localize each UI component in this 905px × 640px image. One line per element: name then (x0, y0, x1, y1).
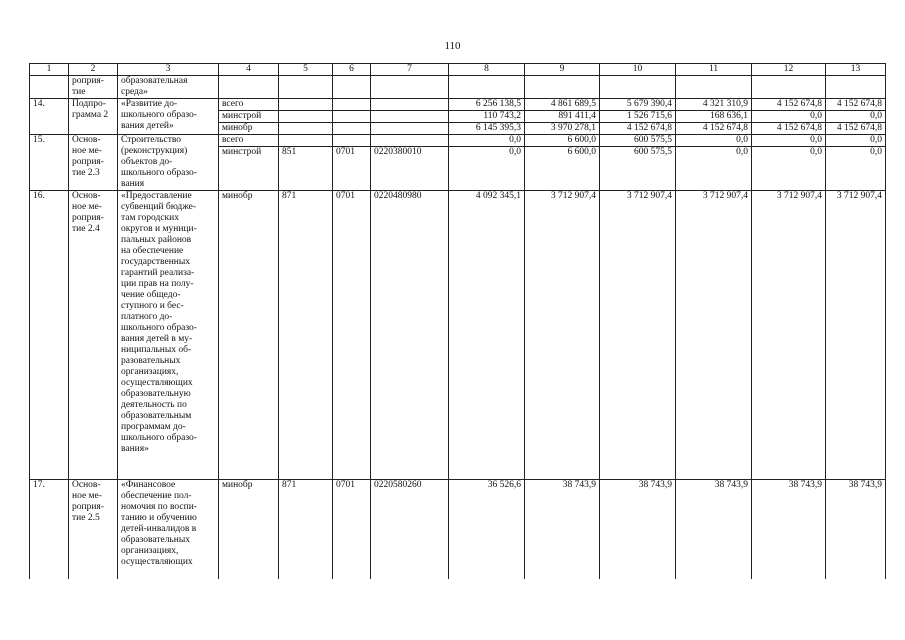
header-cell: 2 (69, 64, 118, 76)
value-cell: 0,0 (449, 147, 525, 191)
executor: минстрой (219, 111, 279, 123)
header-cell: 5 (279, 64, 333, 76)
program-name: «Финансовое обеспечение пол- номочия по воспи- танию и обучению детей-инвалидов в образовательных организациях, осуществляющих (118, 480, 219, 580)
table-row (30, 99, 886, 111)
value-cell: 38 743,9 (752, 480, 826, 580)
rzpr-code: 0701 (333, 191, 371, 480)
executor: минобр (219, 123, 279, 135)
value-cell: 38 743,9 (600, 480, 676, 580)
grbs-code: 851 (279, 147, 333, 191)
row-number: 16. (30, 191, 69, 480)
table-row (30, 191, 886, 480)
csr-code (371, 135, 449, 147)
grbs-code (279, 111, 333, 123)
value-cell: 0,0 (752, 135, 826, 147)
program-type: Основ- ное ме- роприя- тие 2.4 (69, 191, 118, 480)
header-cell: 10 (600, 64, 676, 76)
value-cell: 3 970 278,1 (525, 123, 600, 135)
program-name: «Предоставление субвенций бюдже- там городских округов и муници- пальных районов на обеспечение государственных гарантий реализа- ции прав на полу- чение общедо- ступного и бес- платного до- школьного образо- вания детей в му- ниципальных об- разовательных организациях, осуществляющих образовательную деятельность по образовательным программам до- школьного образо- вания» (118, 191, 219, 480)
rzpr-code: 0701 (333, 480, 371, 580)
budget-table (29, 63, 886, 579)
value-cell: 168 636,1 (676, 111, 752, 123)
value-cell: 3 712 907,4 (600, 191, 676, 480)
value-cell: 3 712 907,4 (752, 191, 826, 480)
value-cell: 38 743,9 (826, 480, 886, 580)
grbs-code (279, 99, 333, 111)
value-cell: 0,0 (826, 147, 886, 191)
rzpr-code: 0701 (333, 147, 371, 191)
value-cell: 0,0 (676, 147, 752, 191)
csr-code: 0220580260 (371, 480, 449, 580)
header-cell: 3 (118, 64, 219, 76)
executor: всего (219, 135, 279, 147)
value-cell: 6 145 395,3 (449, 123, 525, 135)
grbs-code: 871 (279, 191, 333, 480)
csr-code: 0220380010 (371, 147, 449, 191)
value-cell: 4 152 674,8 (752, 99, 826, 111)
program-type: Основ- ное ме- роприя- тие 2.3 (69, 135, 118, 191)
value-cell: 0,0 (752, 147, 826, 191)
grbs-code (279, 135, 333, 147)
table-row (30, 76, 886, 99)
row-number: 15. (30, 135, 69, 191)
row-number: 17. (30, 480, 69, 580)
grbs-code (279, 123, 333, 135)
csr-code (371, 99, 449, 111)
header-cell: 13 (826, 64, 886, 76)
table-row (30, 480, 886, 580)
value-cell: 4 152 674,8 (600, 123, 676, 135)
header-row (30, 64, 886, 76)
csr-code (371, 123, 449, 135)
header-cell: 12 (752, 64, 826, 76)
program-name: образовательная среда» (118, 76, 219, 99)
row-number: 14. (30, 99, 69, 135)
value-cell: 38 743,9 (525, 480, 600, 580)
rzpr-code (333, 111, 371, 123)
csr-code: 0220480980 (371, 191, 449, 480)
executor: минобр (219, 191, 279, 480)
value-cell: 5 679 390,4 (600, 99, 676, 111)
value-cell: 0,0 (826, 135, 886, 147)
value-cell: 600 575,5 (600, 135, 676, 147)
program-type: Основ- ное ме- роприя- тие 2.5 (69, 480, 118, 580)
value-cell: 1 526 715,6 (600, 111, 676, 123)
program-type: роприя- тие (69, 76, 118, 99)
value-cell: 4 152 674,8 (826, 99, 886, 111)
header-cell: 9 (525, 64, 600, 76)
grbs-code: 871 (279, 480, 333, 580)
value-cell: 6 256 138,5 (449, 99, 525, 111)
header-cell: 1 (30, 64, 69, 76)
header-cell: 8 (449, 64, 525, 76)
value-cell: 4 092 345,1 (449, 191, 525, 480)
value-cell: 3 712 907,4 (826, 191, 886, 480)
value-cell: 0,0 (449, 135, 525, 147)
header-cell: 6 (333, 64, 371, 76)
value-cell: 4 152 674,8 (752, 123, 826, 135)
value-cell: 6 600,0 (525, 135, 600, 147)
csr-code (371, 111, 449, 123)
program-name: Строительство (реконструкция) объектов до- школьного образо- вания (118, 135, 219, 191)
header-cell: 11 (676, 64, 752, 76)
table-row (30, 135, 886, 147)
value-cell: 4 321 310,9 (676, 99, 752, 111)
executor: минстрой (219, 147, 279, 191)
program-name: «Развитие до- школьного образо- вания детей» (118, 99, 219, 135)
rzpr-code (333, 123, 371, 135)
value-cell: 4 152 674,8 (826, 123, 886, 135)
value-cell: 0,0 (752, 111, 826, 123)
value-cell: 6 600,0 (525, 147, 600, 191)
rzpr-code (333, 99, 371, 111)
value-cell: 36 526,6 (449, 480, 525, 580)
rzpr-code (333, 135, 371, 147)
row-number (30, 76, 69, 99)
value-cell: 110 743,2 (449, 111, 525, 123)
program-type: Подпро- грамма 2 (69, 99, 118, 135)
value-cell: 3 712 907,4 (525, 191, 600, 480)
header-cell: 7 (371, 64, 449, 76)
value-cell: 4 861 689,5 (525, 99, 600, 111)
value-cell: 891 411,4 (525, 111, 600, 123)
value-cell: 4 152 674,8 (676, 123, 752, 135)
header-cell: 4 (219, 64, 279, 76)
page-number: 110 (444, 40, 461, 52)
value-cell: 0,0 (676, 135, 752, 147)
value-cell: 0,0 (826, 111, 886, 123)
value-cell: 38 743,9 (676, 480, 752, 580)
executor: минобр (219, 480, 279, 580)
value-cell: 3 712 907,4 (676, 191, 752, 480)
executor: всего (219, 99, 279, 111)
value-cell: 600 575,5 (600, 147, 676, 191)
